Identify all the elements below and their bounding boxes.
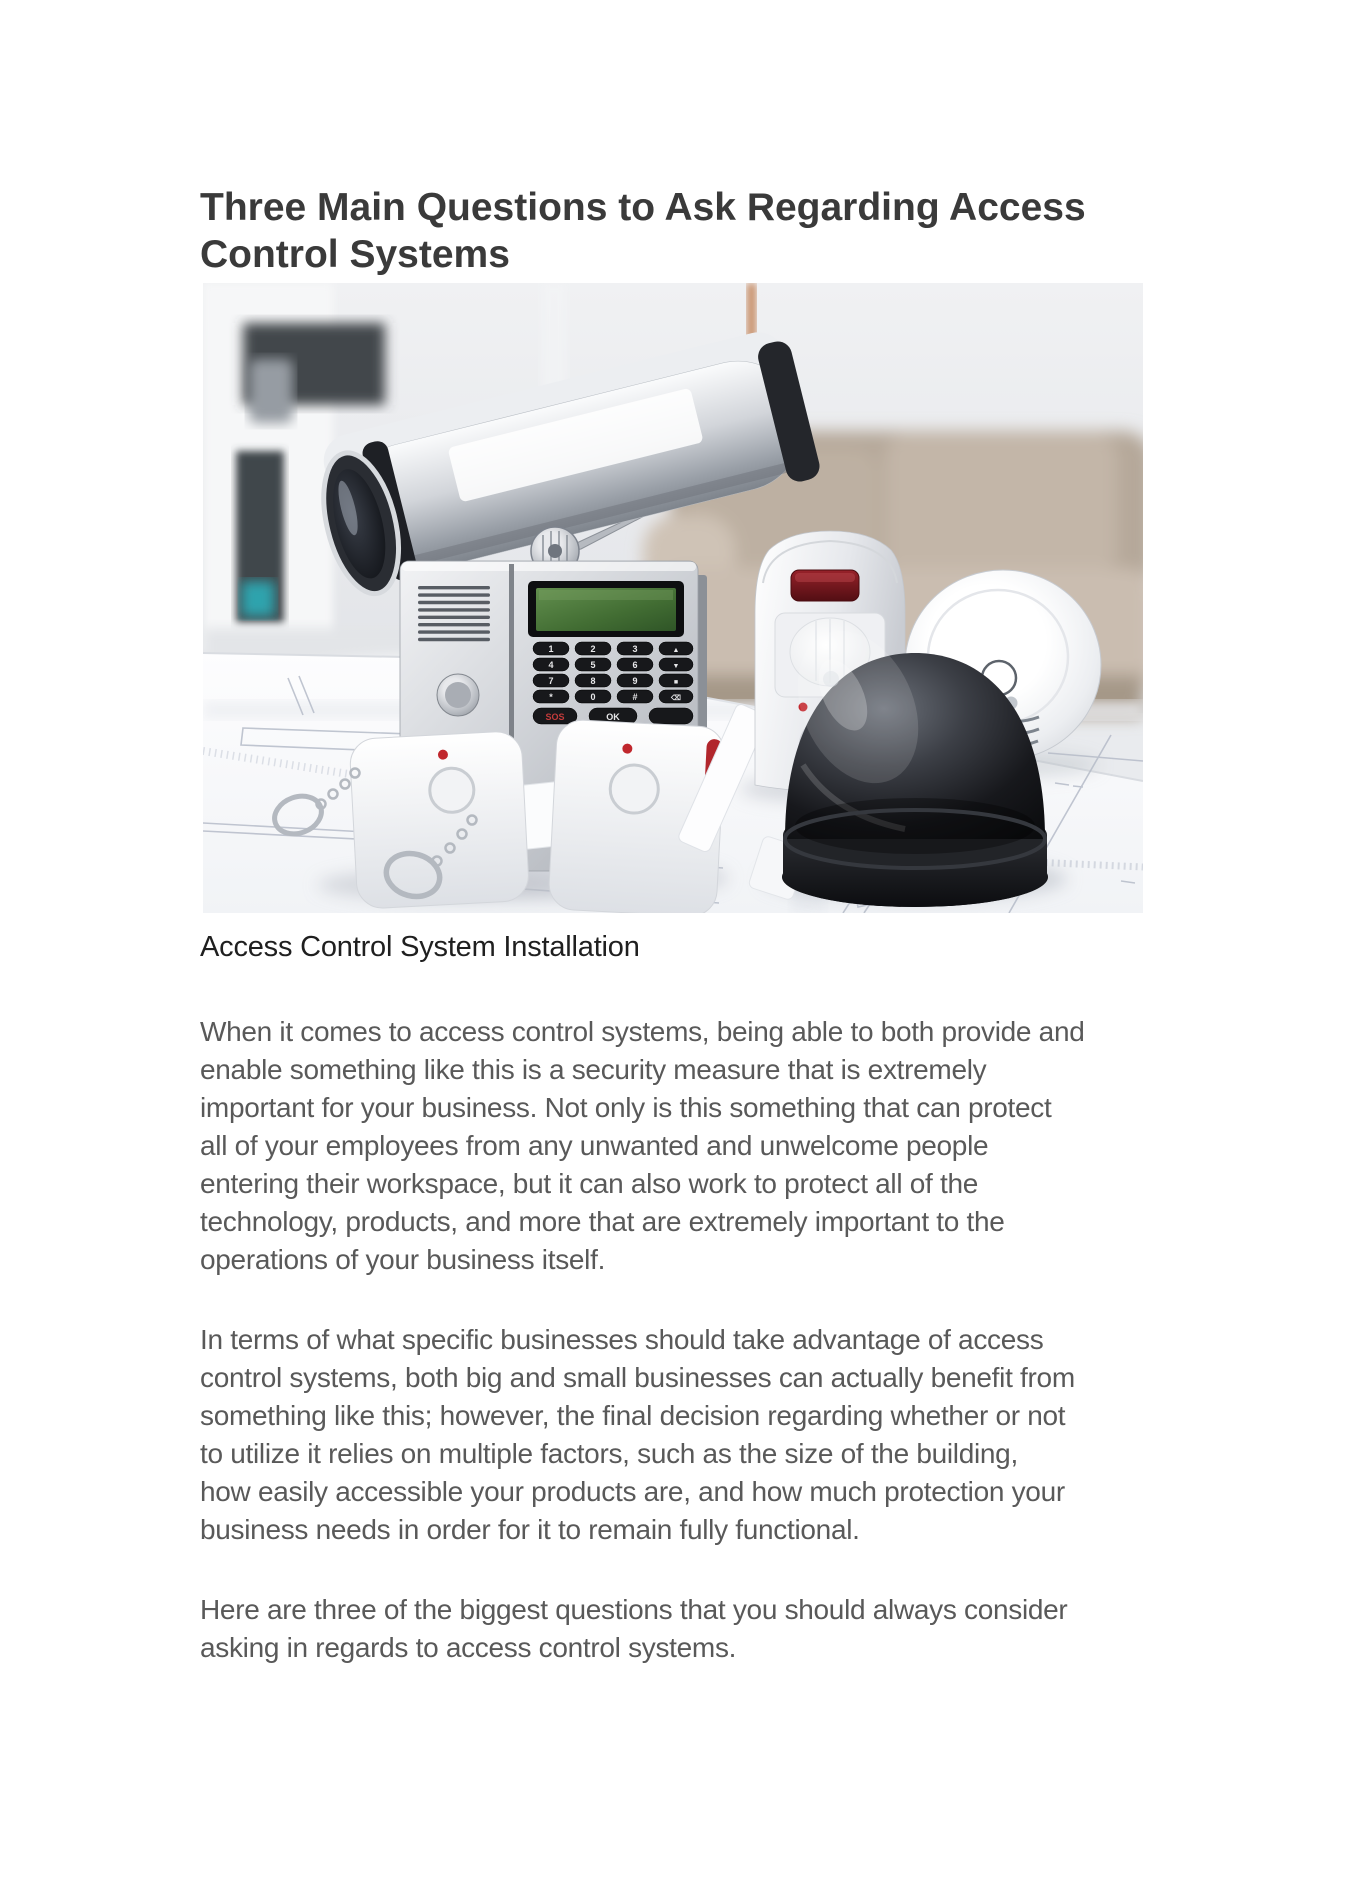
- paragraph-line: important for your business. Not only is this something that can protect: [200, 1092, 1052, 1123]
- hero-image: [203, 283, 1143, 913]
- paragraph-line: asking in regards to access control systems.: [200, 1632, 737, 1663]
- paragraph-line: Here are three of the biggest questions that you should always consider: [200, 1594, 1068, 1625]
- paragraph-2: [200, 1321, 1300, 1549]
- key-up[interactable]: ▲: [672, 647, 680, 654]
- security-equipment-illustration: [203, 283, 1143, 913]
- key-9[interactable]: 9: [632, 676, 638, 686]
- key-3[interactable]: 3: [632, 644, 638, 654]
- key-5[interactable]: 5: [590, 660, 596, 670]
- key-hash[interactable]: #: [632, 692, 638, 702]
- key-menu[interactable]: ■: [673, 679, 679, 686]
- key-7[interactable]: 7: [548, 676, 554, 686]
- sos-key[interactable]: SOS: [545, 712, 565, 722]
- teal-decor: [241, 581, 275, 617]
- paragraph-line: operations of your business itself.: [200, 1244, 606, 1275]
- image-caption: Access Control System Installation: [200, 931, 640, 963]
- article-body: [200, 1013, 1300, 1709]
- key-8[interactable]: 8: [590, 676, 596, 686]
- paragraph-line: something like this; however, the final decision regarding whether or not: [200, 1400, 1066, 1431]
- paragraph-line: control systems, both big and small businesses can actually benefit from: [200, 1362, 1075, 1393]
- key-0[interactable]: 0: [590, 692, 596, 702]
- paragraph-line: In terms of what specific businesses should take advantage of access: [200, 1324, 1044, 1355]
- page-title: [200, 184, 1200, 278]
- ok-key[interactable]: OK: [606, 712, 620, 722]
- paragraph-line: enable something like this is a security measure that is extremely: [200, 1054, 987, 1085]
- paragraph-line: entering their workspace, but it can also work to protect all of the: [200, 1168, 979, 1199]
- key-star[interactable]: *: [549, 692, 553, 702]
- key-1[interactable]: 1: [548, 644, 554, 654]
- key-4[interactable]: 4: [548, 660, 554, 670]
- wall-intercom: [249, 359, 293, 423]
- key-back[interactable]: ⌫: [671, 695, 681, 702]
- paragraph-line: technology, products, and more that are extremely important to the: [200, 1206, 1005, 1237]
- key-down[interactable]: ▼: [672, 663, 680, 670]
- paragraph-line: to utilize it relies on multiple factors, such as the size of the building,: [200, 1438, 1018, 1469]
- paragraph-line: how easily accessible your products are, and how much protection your: [200, 1476, 1065, 1507]
- paragraph-1: [200, 1013, 1300, 1279]
- paragraph-line: business needs in order for it to remain fully functional.: [200, 1514, 860, 1545]
- paragraph-3: [200, 1591, 1300, 1667]
- title-line-2: Control Systems: [200, 233, 510, 277]
- paragraph-line: When it comes to access control systems, being able to both provide and: [200, 1016, 1085, 1047]
- title-line-1: Three Main Questions to Ask Regarding Access: [200, 186, 1086, 230]
- key-6[interactable]: 6: [632, 660, 638, 670]
- key-2[interactable]: 2: [590, 644, 596, 654]
- paragraph-line: all of your employees from any unwanted and unwelcome people: [200, 1130, 989, 1161]
